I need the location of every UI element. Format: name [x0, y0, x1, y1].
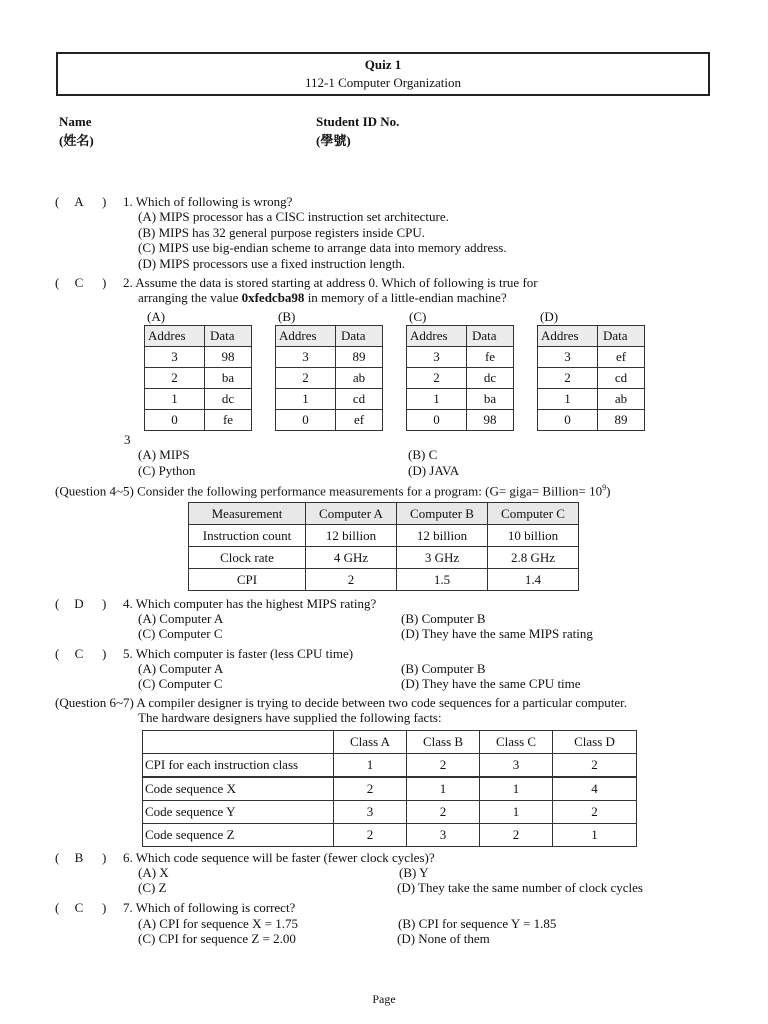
- count-cell: 1: [480, 801, 553, 824]
- count-cell: 4: [553, 777, 637, 801]
- q2-table-label-d: (D): [540, 309, 559, 324]
- q7-option-b: (B) CPI for sequence Y = 1.85: [398, 916, 557, 931]
- addr-cell: 1: [538, 389, 598, 410]
- addr-cell: 0: [407, 410, 467, 431]
- cpi-cell: 2: [407, 754, 480, 778]
- data-header: Data: [598, 326, 645, 347]
- addr-cell: 2: [276, 368, 336, 389]
- data-header: Data: [467, 326, 514, 347]
- memory-table-d: [537, 325, 645, 431]
- data-header: Data: [336, 326, 383, 347]
- addr-cell: 1: [276, 389, 336, 410]
- q5-option-a: (A) Computer A: [138, 661, 224, 676]
- addr-cell: 3: [538, 347, 598, 368]
- count-cell: 2: [407, 801, 480, 824]
- q3-option-c: (C) Python: [138, 463, 196, 478]
- perf-cell: 4 GHz: [306, 547, 397, 569]
- addr-header: Addres: [145, 326, 205, 347]
- data-cell: ab: [336, 368, 383, 389]
- q4-stem: 4. Which computer has the highest MIPS rating?: [123, 596, 377, 611]
- q3-option-d: (D) JAVA: [408, 463, 460, 478]
- perf-cell: 2.8 GHz: [488, 547, 579, 569]
- data-cell: 89: [336, 347, 383, 368]
- perf-cell: CPI: [189, 569, 306, 591]
- class-intro-line2: The hardware designers have supplied the following facts:: [138, 710, 442, 725]
- q7-option-c: (C) CPI for sequence Z = 2.00: [138, 931, 296, 946]
- q5-option-d: (D) They have the same CPU time: [401, 676, 581, 691]
- perf-cell: 2: [306, 569, 397, 591]
- q2-stem: 2. Assume the data is stored starting at address 0. Which of following is true for: [123, 275, 538, 290]
- class-header-d: Class D: [553, 731, 637, 754]
- count-cell: 1: [480, 777, 553, 801]
- addr-cell: 0: [145, 410, 205, 431]
- data-cell: ab: [598, 389, 645, 410]
- addr-cell: 2: [407, 368, 467, 389]
- table-row: [189, 569, 579, 591]
- q2-table-label-b: (B): [278, 309, 296, 324]
- data-cell: fe: [467, 347, 514, 368]
- memory-table-a: [144, 325, 252, 431]
- data-cell: 98: [205, 347, 252, 368]
- data-cell: cd: [336, 389, 383, 410]
- q2-table-label-c: (C): [409, 309, 427, 324]
- data-cell: 89: [598, 410, 645, 431]
- addr-cell: 1: [407, 389, 467, 410]
- perf-cell: 3 GHz: [397, 547, 488, 569]
- memory-table-c: [406, 325, 514, 431]
- q6-option-a: (A) X: [138, 865, 169, 880]
- q6-option-b: (B) Y: [399, 865, 429, 880]
- course-title: 112-1 Computer Organization: [305, 75, 461, 90]
- q1-option-b: (B) MIPS has 32 general purpose registers inside CPU.: [138, 225, 426, 240]
- q2-table-label-a: (A): [147, 309, 166, 324]
- perf-cell: 12 billion: [306, 525, 397, 547]
- performance-table: [188, 502, 579, 591]
- instruction-class-table: [142, 730, 637, 847]
- class-header-blank: [143, 731, 334, 754]
- data-cell: ef: [336, 410, 383, 431]
- class-header-a: Class A: [334, 731, 407, 754]
- memory-table-b: [275, 325, 383, 431]
- q4-option-b: (B) Computer B: [401, 611, 486, 626]
- sequence-label: Code sequence Y: [143, 801, 334, 824]
- q3-number: 3: [124, 432, 131, 447]
- table-row: [143, 777, 637, 801]
- data-cell: ba: [205, 368, 252, 389]
- q5-option-c: (C) Computer C: [138, 676, 223, 691]
- q4-option-c: (C) Computer C: [138, 626, 223, 641]
- data-cell: ef: [598, 347, 645, 368]
- class-header-c: Class C: [480, 731, 553, 754]
- q1-stem: 1. Which of following is wrong?: [123, 194, 293, 209]
- q1-option-a: (A) MIPS processor has a CISC instruction set architecture.: [138, 209, 449, 224]
- data-cell: cd: [598, 368, 645, 389]
- q5-option-b: (B) Computer B: [401, 661, 486, 676]
- addr-cell: 3: [407, 347, 467, 368]
- count-cell: 1: [553, 824, 637, 847]
- quiz-title: Quiz 1: [364, 57, 402, 72]
- table-row: [189, 547, 579, 569]
- perf-cell: Clock rate: [189, 547, 306, 569]
- addr-header: Addres: [276, 326, 336, 347]
- perf-cell: 1.5: [397, 569, 488, 591]
- count-cell: 3: [407, 824, 480, 847]
- addr-cell: 2: [145, 368, 205, 389]
- student-id-label-cn: (學號): [316, 133, 351, 148]
- student-id-label: Student ID No.: [316, 114, 400, 129]
- addr-cell: 0: [538, 410, 598, 431]
- class-header-b: Class B: [407, 731, 480, 754]
- addr-header: Addres: [538, 326, 598, 347]
- count-cell: 2: [334, 824, 407, 847]
- q6-stem: 6. Which code sequence will be faster (fewer clock cycles)?: [123, 850, 435, 865]
- sequence-label: Code sequence Z: [143, 824, 334, 847]
- q6-option-c: (C) Z: [138, 880, 167, 895]
- addr-cell: 0: [276, 410, 336, 431]
- q7-option-a: (A) CPI for sequence X = 1.75: [138, 916, 299, 931]
- perf-header-computer-c: Computer C: [488, 503, 579, 525]
- perf-intro: (Question 4~5) Consider the following performance measurements for a program: (G= giga= Billion= $10^9$): [55, 483, 611, 499]
- title-box: [56, 52, 710, 96]
- data-cell: 98: [467, 410, 514, 431]
- cpi-cell: 1: [334, 754, 407, 778]
- cpi-cell: 3: [480, 754, 553, 778]
- count-cell: 2: [480, 824, 553, 847]
- addr-cell: 2: [538, 368, 598, 389]
- perf-header-measurement: Measurement: [189, 503, 306, 525]
- q2-stem-line2: arranging the value 0xfedcba98 in memory of a little-endian machine?: [138, 290, 507, 305]
- q1-option-d: (D) MIPS processors use a fixed instruction length.: [138, 256, 406, 271]
- perf-header-computer-b: Computer B: [397, 503, 488, 525]
- q6-option-d: (D) They take the same number of clock cycles: [397, 880, 643, 895]
- q4-option-d: (D) They have the same MIPS rating: [401, 626, 593, 641]
- perf-cell: 1.4: [488, 569, 579, 591]
- table-row: [143, 801, 637, 824]
- q5-stem: 5. Which computer is faster (less CPU time): [123, 646, 354, 661]
- page-footer: Page: [372, 992, 396, 1006]
- cpi-cell: 2: [553, 754, 637, 778]
- q4-option-a: (A) Computer A: [138, 611, 224, 626]
- data-header: Data: [205, 326, 252, 347]
- name-label-cn: (姓名): [59, 133, 94, 148]
- addr-cell: 1: [145, 389, 205, 410]
- addr-cell: 3: [276, 347, 336, 368]
- data-cell: dc: [205, 389, 252, 410]
- sequence-label: Code sequence X: [143, 777, 334, 801]
- q7-stem: 7. Which of following is correct?: [123, 900, 296, 915]
- data-cell: dc: [467, 368, 514, 389]
- count-cell: 2: [334, 777, 407, 801]
- perf-cell: 10 billion: [488, 525, 579, 547]
- count-cell: 1: [407, 777, 480, 801]
- q3-option-b: (B) C: [408, 447, 438, 462]
- perf-cell: Instruction count: [189, 525, 306, 547]
- count-cell: 2: [553, 801, 637, 824]
- q7-option-d: (D) None of them: [397, 931, 490, 946]
- table-row: [143, 754, 637, 778]
- count-cell: 3: [334, 801, 407, 824]
- q3-option-a: (A) MIPS: [138, 447, 190, 462]
- class-intro: (Question 6~7) A compiler designer is trying to decide between two code sequences for a particular computer.: [55, 695, 627, 710]
- table-row: [143, 824, 637, 847]
- table-row: [189, 525, 579, 547]
- data-cell: fe: [205, 410, 252, 431]
- q1-option-c: (C) MIPS use big-endian scheme to arrange data into memory address.: [138, 240, 507, 255]
- addr-header: Addres: [407, 326, 467, 347]
- data-cell: ba: [467, 389, 514, 410]
- perf-cell: 12 billion: [397, 525, 488, 547]
- perf-header-computer-a: Computer A: [306, 503, 397, 525]
- name-label: Name: [59, 114, 92, 129]
- cpi-row-label: CPI for each instruction class: [143, 754, 334, 778]
- addr-cell: 3: [145, 347, 205, 368]
